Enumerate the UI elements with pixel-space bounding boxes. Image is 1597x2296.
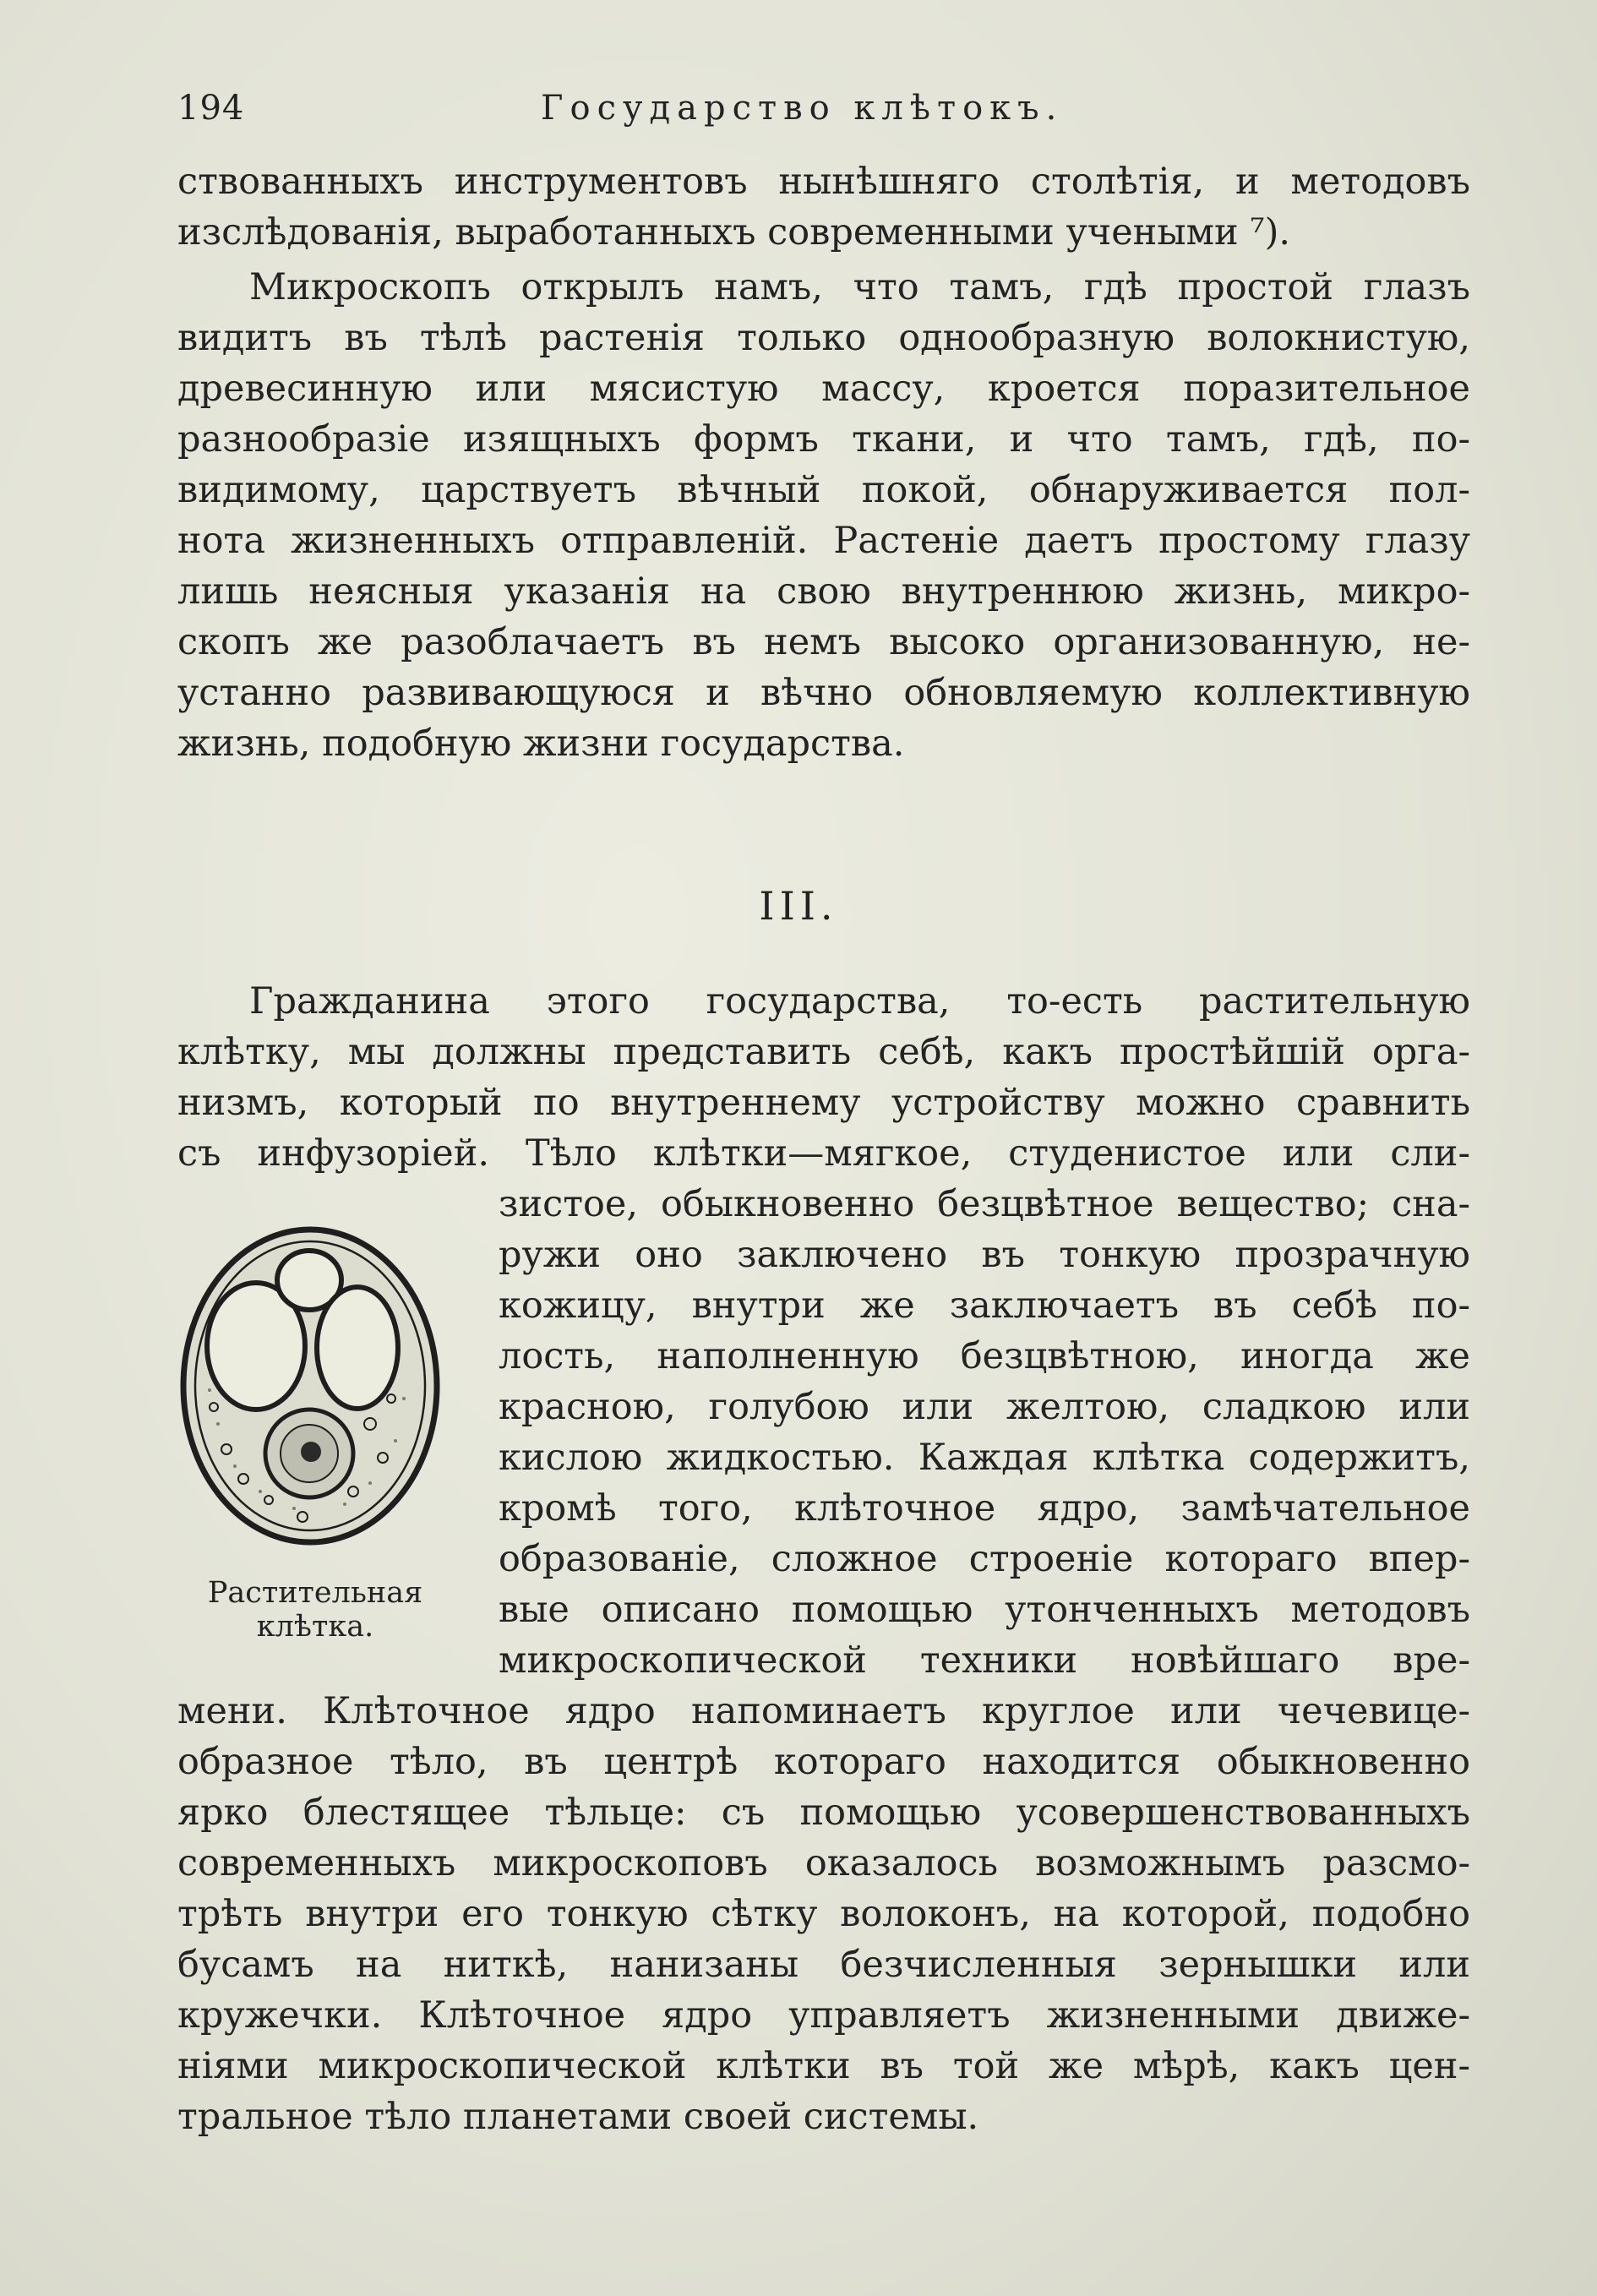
text-line: ружи оно заключено въ тонкую прозрачную (499, 1234, 1470, 1276)
text-line: образное тѣло, въ центрѣ котораго находится обыкновенно (177, 1741, 1470, 1783)
caption-line: Растительная (207, 1576, 423, 1610)
page-number: 194 (177, 89, 245, 128)
text-line: современныхъ микроскоповъ оказалось возможнымъ разсмо- (177, 1842, 1470, 1884)
text-line: лишь неясныя указанія на свою внутреннюю жизнь, микро- (177, 570, 1470, 613)
paragraph-microscope (177, 262, 1470, 769)
text-line: древесинную или мясистую массу, кроется поразительное (177, 368, 1470, 410)
text-line: клѣтку, мы должны представить себѣ, какъ простѣйшій орга- (177, 1031, 1470, 1073)
text-line: кислою жидкостью. Каждая клѣтка содержитъ, (499, 1437, 1470, 1479)
text-line: ярко блестящее тѣльце: съ помощью усовершенствованныхъ (177, 1792, 1470, 1834)
text-line: микроскопической техники новѣйшаго вре- (499, 1639, 1470, 1682)
running-title: Государство клѣтокъ. (541, 89, 1064, 128)
text-line: видитъ въ тѣлѣ растенія только однообразную волокнистую, (177, 317, 1470, 359)
text-line: образованіе, сложное строеніе котораго впер- (499, 1538, 1470, 1580)
text-line: мени. Клѣточное ядро напоминаетъ круглое или чечевице- (177, 1690, 1470, 1732)
text-line: тральное тѣло планетами своей системы. (177, 2096, 979, 2138)
text-line: ніями микроскопической клѣтки въ той же мѣрѣ, какъ цен- (177, 2045, 1470, 2087)
text-line: низмъ, который по внутреннему устройству можно сравнить (177, 1082, 1470, 1124)
paragraph-continuation (177, 156, 1470, 258)
text-line: трѣть внутри его тонкую сѣтку волоконъ, на которой, подобно (177, 1893, 1470, 1935)
text-line: красною, голубою или желтою, сладкою или (499, 1386, 1470, 1428)
text-line: кожицу, внутри же заключаетъ въ себѣ по- (499, 1284, 1470, 1327)
text-line: кружечки. Клѣточное ядро управляетъ жизненными движе- (177, 1994, 1470, 2037)
text-line: вые описано помощью утонченныхъ методовъ (499, 1589, 1470, 1631)
paragraph-nucleus (177, 1686, 1470, 2142)
text-line: Гражданина этого государства, то-есть растительную (249, 980, 1470, 1023)
text-line: зистое, обыкновенно безцвѣтное вещество; сна- (499, 1183, 1470, 1225)
text-line: устанно развивающуюся и вѣчно обновляемую коллективную (177, 672, 1470, 714)
text-line: бусамъ на ниткѣ, нанизаны безчисленныя зернышки или (177, 1944, 1470, 1986)
text-line: съ инфузоріей. Тѣло клѣтки—мягкое, студенистое или сли- (177, 1132, 1470, 1175)
text-line: разнообразіе изящныхъ формъ ткани, и что тамъ, гдѣ, по- (177, 418, 1470, 461)
text-line: нота жизненныхъ отправленій. Растеніе даетъ простому глазу (177, 520, 1470, 562)
plant-cell-figure (176, 1221, 455, 1644)
text-line: лость, наполненную безцвѣтною, иногда же (499, 1335, 1470, 1377)
text-line: изслѣдованія, выработанныхъ современными учеными ⁷). (177, 211, 1291, 254)
figure-caption (176, 1576, 455, 1644)
paragraph-citizen-narrow (499, 1179, 1470, 1686)
text-line: видимому, царствуетъ вѣчный покой, обнаруживается пол- (177, 469, 1470, 511)
text-line: скопъ же разоблачаетъ въ немъ высоко организованную, не- (177, 621, 1470, 663)
plant-cell-illustration (176, 1221, 444, 1551)
caption-line: клѣтка. (256, 1610, 374, 1644)
paragraph-citizen (177, 976, 1470, 1179)
text-line: ствованныхъ инструментовъ нынѣшняго столѣтія, и методовъ (177, 161, 1470, 203)
page-header (177, 89, 1470, 139)
section-heading: III. (759, 883, 838, 929)
text-line: Микроскопъ открылъ намъ, что тамъ, гдѣ простой глазъ (249, 266, 1470, 308)
text-line: кромѣ того, клѣточное ядро, замѣчательное (499, 1487, 1470, 1530)
text-line: жизнь, подобную жизни государства. (177, 723, 905, 765)
